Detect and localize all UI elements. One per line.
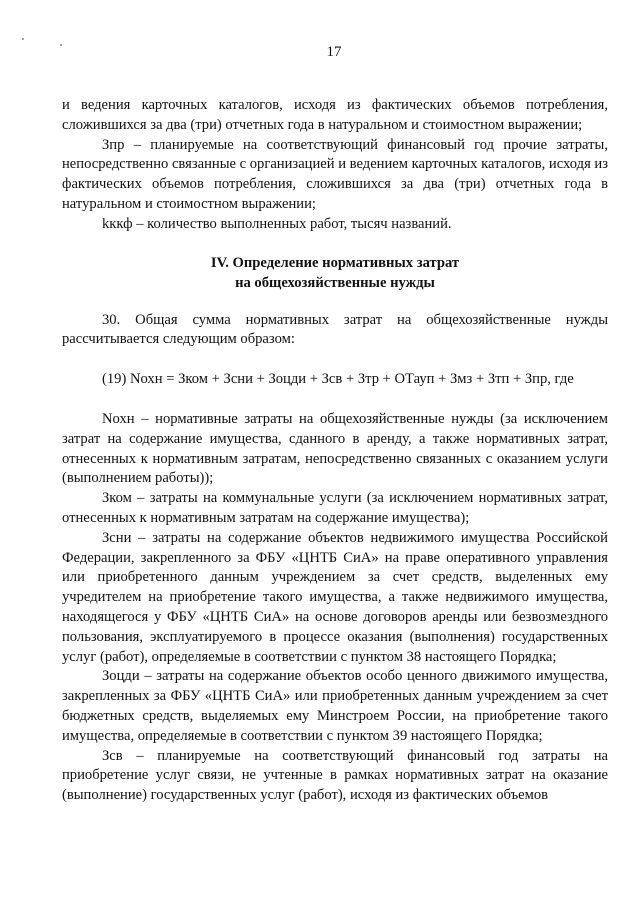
page-number: 17 xyxy=(326,44,342,60)
section-heading-line-2: на общехозяйственные нужды xyxy=(235,274,435,291)
definition-zsni: Зсни – затраты на содержание объектов недвижимого имущества Российской Федерации, закрепленного за ФБУ «ЦНТБ СиА» на праве оперативного управления или приобретенного данным учреждением за счет средств, выделенных ему учредителем на приобретение такого имущества, а также недвижимого имущества, находящегося у ФБУ «ЦНТБ СиА» на основе договоров аренды или безвозмездного пользования, эксплуатируемого в процессе оказания (выполнения) государственных услуг (работ), определяемые в соответствии с пунктом 38 настоящего Порядка; xyxy=(62,529,608,665)
formula-19: (19) Nохн = Зком + Зсни + Зоцди + Зсв + Зтр + ОТауп + Змз + Зтп + Зпр, где xyxy=(102,371,574,388)
document-body xyxy=(62,96,608,806)
section-heading xyxy=(62,253,608,293)
paragraph-kkkf-definition: kккф – количество выполненных работ, тысяч названий. xyxy=(102,215,452,232)
scan-speck xyxy=(22,38,24,40)
section-heading-line-1: IV. Определение нормативных затрат xyxy=(210,254,460,271)
definition-zocdi: Зоцди – затраты на содержание объектов особо ценного движимого имущества, закрепленных за ФБУ «ЦНТБ СиА» или приобретенных данным учреждением за счет бюджетных средств, выделяемых ему Минстроем России, на приобретение такого имущества, определяемые в соответствии с пунктом 39 настоящего Порядка; xyxy=(62,668,608,744)
paragraph-30: 30. Общая сумма нормативных затрат на общехозяйственные нужды рассчитывается следующим образом: xyxy=(62,311,608,348)
paragraph-zpr-definition: Зпр – планируемые на соответствующий финансовый год прочие затраты, непосредственно связанные с организацией и ведением карточных каталогов, исходя из фактических объемов потребления, сложившихся за два (три) отчетных года в натуральном и стоимостном выражении; xyxy=(62,136,609,212)
definition-zsv: Зсв – планируемые на соответствующий финансовый год затраты на приобретение услуг связи, не учтенные в рамках нормативных затрат на оказание (выполнение) государственных услуг (работ), исходя из фактических объемов xyxy=(62,747,608,804)
definition-zkom: Зком – затраты на коммунальные услуги (за исключением нормативных затрат, отнесенных к нормативным затратам на содержание имущества); xyxy=(62,490,608,526)
paragraph-continuation: и ведения карточных каталогов, исходя из фактических объемов потребления, сложившихся за два (три) отчетных года в натуральном и стоимостном выражении; xyxy=(62,97,608,133)
definition-noxn: Nохн – нормативные затраты на общехозяйственные нужды (за исключением затрат на содержание имущества, сданного в аренду, а также нормативных затрат, отнесенных к нормативным затратам, непосредственно связанных с оказанием услуги (выполнением работы)); xyxy=(62,410,608,487)
